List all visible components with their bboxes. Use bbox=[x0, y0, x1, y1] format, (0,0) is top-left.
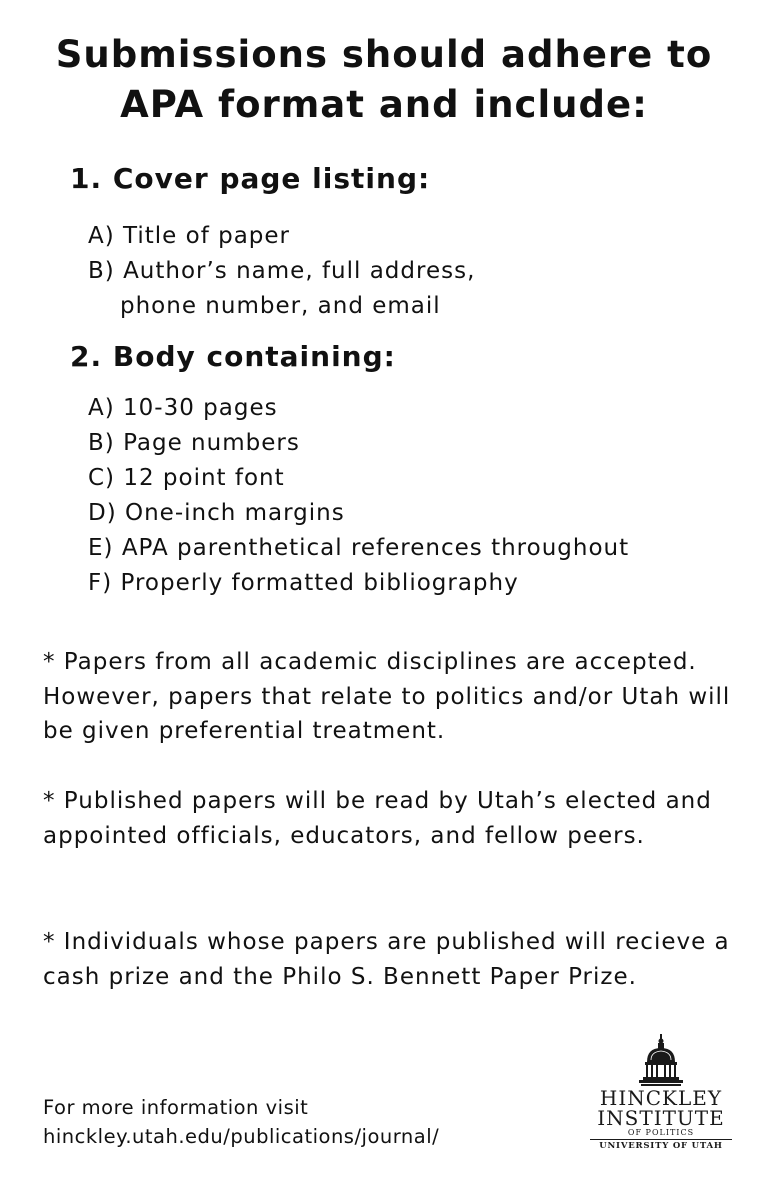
footer-url[interactable]: hinckley.utah.edu/publications/journal/ bbox=[43, 1125, 440, 1148]
logo-divider bbox=[590, 1139, 732, 1140]
list-item: A) 10-30 pages bbox=[88, 395, 278, 421]
capitol-dome-icon bbox=[639, 1034, 683, 1088]
list-item: phone number, and email bbox=[120, 293, 441, 319]
note-disciplines: * Papers from all academic disciplines are accepted. However, papers that relate to politics and/or Utah will be given preferential treatment. bbox=[43, 649, 731, 744]
list-item: D) One-inch margins bbox=[88, 500, 345, 526]
footer bbox=[43, 1093, 439, 1151]
body-heading: 2. Body containing: bbox=[70, 340, 396, 373]
cover-page-heading: 1. Cover page listing: bbox=[70, 162, 431, 195]
note-prize: * Individuals whose papers are published will recieve a cash prize and the Philo S. Bennett Paper Prize. bbox=[43, 929, 730, 990]
hinckley-logo bbox=[588, 1034, 734, 1152]
list-item: A) Title of paper bbox=[88, 223, 290, 249]
title-line-2: APA format and include: bbox=[120, 83, 648, 126]
list-item: E) APA parenthetical references throughout bbox=[88, 535, 630, 561]
logo-line-3: OF POLITICS bbox=[627, 1128, 695, 1137]
list-item: B) Author’s name, full address, bbox=[88, 258, 476, 284]
body-list bbox=[88, 391, 629, 601]
cover-page-list bbox=[88, 219, 475, 324]
title-line-1: Submissions should adhere to bbox=[55, 33, 713, 76]
logo-line-4: UNIVERSITY OF UTAH bbox=[599, 1141, 723, 1151]
note-readers: * Published papers will be read by Utah’s elected and appointed officials, educators, and fellow peers. bbox=[43, 788, 712, 849]
logo-line-1: HINCKLEY bbox=[599, 1086, 723, 1110]
logo-line-2: INSTITUTE bbox=[597, 1106, 725, 1130]
list-item: C) 12 point font bbox=[88, 465, 285, 491]
list-item: F) Properly formatted bibliography bbox=[88, 570, 519, 596]
list-item: B) Page numbers bbox=[88, 430, 300, 456]
footer-text: For more information visit bbox=[43, 1096, 309, 1119]
page-title bbox=[0, 30, 768, 130]
